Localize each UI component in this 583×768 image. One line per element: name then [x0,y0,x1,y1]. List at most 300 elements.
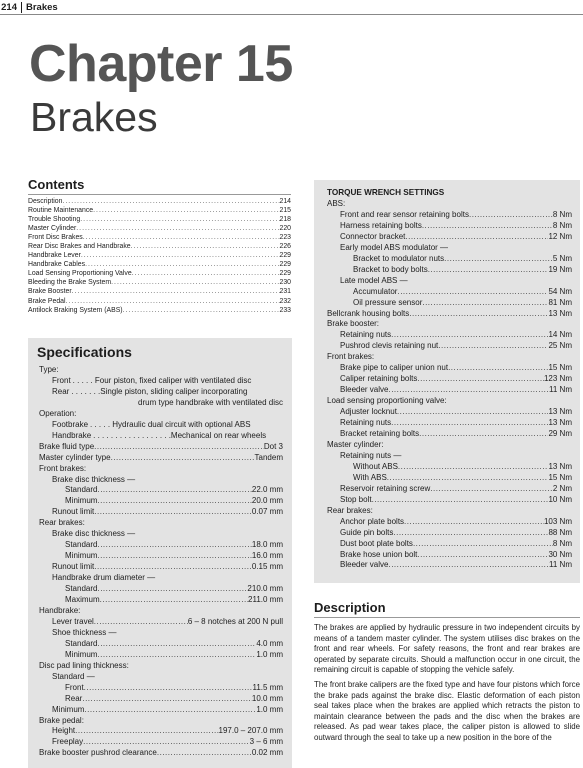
spec-label: Brake pipe to caliper union nut [340,363,449,373]
spec-line [39,485,283,496]
contents-item [28,197,291,206]
spec-label: Rear [65,693,83,703]
specifications-box [28,338,292,768]
dot-leader [417,550,548,561]
spec-label: Shoe thickness — [52,627,117,637]
spec-line [327,221,572,232]
spec-line [327,396,572,407]
spec-line [327,539,572,550]
spec-label: Early model ABS modulator — [340,242,449,252]
dot-leader [62,197,279,206]
contents-item-page: 229 [279,261,291,269]
contents-item [28,287,291,296]
dot-leader [438,341,548,352]
dot-leader [84,705,256,716]
spec-line [327,254,572,265]
spec-value: 8 Nm [552,538,572,548]
spec-value: 0.07 mm [251,507,283,517]
spec-line [327,528,572,539]
torque-settings-box [314,180,580,583]
spec-line [327,210,572,221]
contents-item-page: 226 [279,243,291,251]
dot-leader [430,484,553,495]
contents-item [28,269,291,278]
dot-leader [76,224,279,233]
contents-item-title: Trouble Shooting [28,216,81,224]
spec-line [39,540,283,551]
contents-item-page: 233 [279,306,291,314]
running-header [0,0,58,14]
spec-line [327,429,572,440]
spec-label: Rear brakes: [39,518,85,528]
dot-leader [97,639,256,650]
contents-item-title: Handbrake Lever [28,252,81,260]
spec-label: Retaining nuts — [340,450,402,460]
spec-label: Retaining nuts [340,418,392,428]
spec-line [327,550,572,561]
spec-value: 1.0 mm [256,704,283,714]
spec-label: Handbrake drum diameter — [52,573,156,583]
dot-leader [132,269,280,278]
spec-label: Standard [65,638,98,648]
spec-label: Minimum [65,649,98,659]
running-section-title: Brakes [26,1,58,13]
spec-line [327,276,572,287]
spec-label: Rear [52,386,70,396]
dot-leader [413,539,553,550]
spec-text: . . . . . . . . . . . . . . . . . .Mechanical on rear wheels [93,430,267,440]
spec-label: Brake pedal: [39,715,84,725]
contents-item [28,278,291,287]
spec-line [39,650,283,661]
spec-label: Lever travel [52,616,94,626]
spec-value: 10 Nm [548,494,572,504]
spec-line [327,298,572,309]
spec-label: Accumulator [353,286,398,296]
header-rule [0,14,583,15]
spec-line [327,385,572,396]
spec-text: . . . . . Four piston, fixed caliper with ventilated disc [72,375,252,385]
spec-value: 4.0 mm [256,638,283,648]
dot-leader [83,737,250,748]
spec-line [39,737,283,748]
spec-value: Dot 3 [263,441,283,451]
spec-label: ABS: [327,199,346,208]
spec-line [39,595,283,606]
dot-leader [444,254,553,265]
spec-value: 11 Nm [549,385,572,395]
contents-item-page: 220 [279,225,291,233]
spec-line [39,496,283,507]
spec-label: Bleeder valve [340,560,389,570]
contents-item-page: 232 [279,297,291,305]
dot-leader [393,528,548,539]
spec-value: 13 Nm [548,308,572,318]
spec-value: 16.0 mm [251,551,283,561]
spec-label: Rear brakes: [327,505,373,515]
spec-label: Footbrake [52,419,89,429]
spec-label: Adjuster locknut [340,407,397,417]
spec-line [39,398,283,409]
spec-label: Front and rear sensor retaining bolts [340,209,469,219]
contents-item-title: Load Sensing Proportioning Valve [28,270,132,278]
spec-value: 14 Nm [548,330,572,340]
dot-leader [397,407,549,418]
spec-line [39,376,283,387]
spec-line [327,352,572,363]
spec-line [327,243,572,254]
spec-line [39,507,283,518]
spec-line [39,387,283,398]
spec-label: Front [52,375,71,385]
spec-value: 15 Nm [548,363,572,373]
spec-line [39,694,283,705]
spec-line [39,551,283,562]
dot-leader [397,287,548,298]
spec-value: 211.0 mm [248,595,283,605]
contents-item [28,242,291,251]
contents-item [28,251,291,260]
spec-label: Bellcrank housing bolts [327,308,410,318]
spec-value: 81 Nm [548,297,572,307]
spec-line [39,661,283,672]
spec-line [39,529,283,540]
dot-leader [422,221,553,232]
spec-line [327,265,572,276]
spec-value: 103 Nm [543,516,572,526]
spec-label: Bleeder valve [340,385,389,395]
spec-label: Harness retaining bolts [340,220,422,230]
contents-heading: Contents [28,177,291,195]
spec-label: Brake hose union bolt [340,549,418,559]
spec-label: Guide pin bolts [340,527,394,537]
contents-item-title: Rear Disc Brakes and Handbrake [28,243,131,251]
spec-value: 88 Nm [548,527,572,537]
spec-value: 20.0 mm [251,496,283,506]
spec-label: Minimum [52,704,85,714]
spec-label: Oil pressure sensor [353,297,423,307]
contents-item [28,297,291,306]
dot-leader [97,496,251,507]
contents-item-page: 229 [279,270,291,278]
spec-value: 123 Nm [543,374,572,384]
spec-label: Height [52,726,76,736]
dot-leader [428,265,549,276]
contents-item-page: 214 [279,198,291,205]
contents-item-page: 223 [279,234,291,242]
spec-label: Without ABS [353,461,398,471]
dot-leader [72,287,280,296]
spec-label: Front brakes: [39,463,87,473]
spec-label: Standard [65,485,98,495]
torque-heading: TORQUE WRENCH SETTINGS [327,188,445,197]
specifications-heading: Specifications [37,344,132,360]
spec-label: Dust boot plate bolts [340,538,413,548]
spec-value: 6 – 8 notches at 200 N pull [187,616,283,626]
dot-leader [123,306,280,315]
dot-leader [387,473,549,484]
spec-value: 5 Nm [552,253,572,263]
contents-item-title: Antilock Braking System (ABS) [28,306,123,314]
spec-label: Master cylinder: [327,439,384,449]
spec-label: Front brakes: [327,352,375,362]
spec-label: Reservoir retaining screw [340,483,431,493]
dot-leader [94,562,252,573]
spec-value: 11.5 mm [252,682,283,692]
contents-item [28,206,291,215]
contents-item-page: 230 [279,279,291,287]
spec-value: 30 Nm [548,549,572,559]
spec-label: Bracket to body bolts [353,264,428,274]
spec-value: 18.0 mm [251,540,283,550]
spec-line [327,517,572,528]
spec-line [327,319,572,330]
page-number: 214 [0,2,22,13]
dot-leader [111,453,255,464]
spec-line [39,726,283,737]
dot-leader [391,418,548,429]
spec-line [327,462,572,473]
dot-leader [75,726,218,737]
dot-leader [405,232,548,243]
dot-leader [97,650,256,661]
dot-leader [419,429,548,440]
spec-label: Connector bracket [340,231,406,241]
dot-leader [417,374,544,385]
chapter-title: Brakes [30,94,158,140]
spec-value: 22.0 mm [251,485,283,495]
dot-leader [80,215,279,224]
spec-label: Brake disc thickness — [52,474,136,484]
spec-text: . . . . . Hydraulic dual circuit with optional ABS [90,419,251,429]
spec-value: 2 Nm [552,483,572,493]
contents-list [28,197,291,315]
spec-line [327,451,572,462]
spec-value: 12 Nm [548,231,572,241]
dot-leader [469,210,553,221]
spec-value: 0.02 mm [251,748,283,758]
contents-item-title: Routine Maintenance [28,207,94,215]
dot-leader [97,540,251,551]
spec-label: Standard [65,584,98,594]
spec-value: 13 Nm [548,461,572,471]
spec-value: 11 Nm [549,560,572,570]
spec-line [39,584,283,595]
dot-leader [388,560,549,571]
spec-label: Maximum [65,595,100,605]
dot-leader [82,694,252,705]
dot-leader [94,442,264,453]
spec-label: Minimum [65,551,98,561]
dot-leader [93,206,279,215]
spec-text: . . . . . . .Single piston, sliding caliper incorporating [71,386,248,396]
spec-line [327,418,572,429]
spec-line [39,628,283,639]
spec-label: Stop bolt [340,494,372,504]
contents-item [28,233,291,242]
dot-leader [94,507,252,518]
spec-line [327,374,572,385]
spec-label: Bracket to modulator nuts [353,253,445,263]
spec-value: 10.0 mm [251,693,283,703]
contents-item-title: Bleeding the Brake System [28,279,112,287]
spec-line [39,442,283,453]
spec-value: 3 – 6 mm [249,737,283,747]
description-paragraph: The brakes are applied by hydraulic pressure in two independent circuits by means of a tandem master cylinder. The system utilises disc brakes on the front and rear wheels. For safety reasons, the front and rear brakes are operated by separate circuits. Should a malfunction occur in one circuit, the remaining circuit is capable of stopping the vehicle safely. [314,623,580,675]
dot-leader [83,233,280,242]
spec-line [39,617,283,628]
spec-line [327,232,572,243]
spec-label: Disc pad lining thickness: [39,660,129,670]
spec-value: 210.0 mm [247,584,283,594]
spec-label: Operation: [39,408,77,418]
spec-value: 0.15 mm [251,562,283,572]
contents-item-page: 218 [279,216,291,224]
spec-label: Type: [39,365,59,374]
dot-leader [422,298,548,309]
contents-item [28,260,291,269]
spec-label: Anchor plate bolts [340,516,405,526]
spec-value: 54 Nm [548,286,572,296]
spec-line [39,475,283,486]
spec-label: Front [65,682,84,692]
spec-label: Handbrake: [39,605,81,615]
spec-label: Late model ABS — [340,275,408,285]
contents-item-page: 231 [279,288,291,296]
spec-line [39,453,283,464]
contents-item-title: Front Disc Brakes [28,234,83,242]
contents-item-title: Brake Booster [28,288,72,296]
spec-label: Master cylinder type [39,452,111,462]
spec-label: Freeplay [52,737,84,747]
contents-item [28,224,291,233]
spec-line [327,495,572,506]
spec-line [39,716,283,727]
dot-leader [131,242,280,251]
description-heading: Description [314,600,580,618]
spec-line [327,330,572,341]
spec-line [327,287,572,298]
dot-leader [94,617,188,628]
contents-item-title: Brake Pedal [28,297,66,305]
spec-value: Tandem [254,452,283,462]
spec-line [39,705,283,716]
spec-line [39,365,283,376]
spec-label: Brake booster pushrod clearance [39,748,157,758]
contents-item [28,306,291,315]
dot-leader [97,584,247,595]
contents-item [28,215,291,224]
dot-leader [157,748,252,759]
contents-item-title: Description [28,198,63,205]
contents-item-page: 215 [279,207,291,215]
spec-line [327,199,572,210]
spec-value: 25 Nm [548,341,572,351]
contents-item-page: 229 [279,252,291,260]
dot-leader [66,297,280,306]
spec-line [39,672,283,683]
contents-section [28,177,291,315]
spec-label: Minimum [65,496,98,506]
spec-line [327,506,572,517]
spec-label: Retaining nuts [340,330,392,340]
spec-label: Load sensing proportioning valve: [327,396,447,406]
spec-line [327,341,572,352]
spec-label: Pushrod clevis retaining nut [340,341,439,351]
description-paragraph: The front brake calipers are the fixed type and have four pistons which force the brake pads against the brake disc. Elastic deformation of each piston seal takes place when the brakes are applied which retracts the piston to maintain clearance between the pads and the disc when the brakes are released. As pad wear takes place, the caliper piston is allowed to slide outward through the seal to take up a new position in the bore of the [314,679,580,742]
dot-leader [81,251,280,260]
dot-leader [111,278,279,287]
dot-leader [84,683,253,694]
dot-leader [409,309,548,320]
spec-label: Brake disc thickness — [52,529,136,539]
spec-line [39,562,283,573]
dot-leader [388,385,549,396]
description-section [314,600,580,748]
spec-label: Runout limit [52,562,95,572]
spec-label: Bracket retaining bolts [340,429,420,439]
spec-label: Runout limit [52,507,95,517]
spec-label: Standard [65,540,98,550]
spec-line [39,683,283,694]
spec-value: 29 Nm [548,429,572,439]
dot-leader [404,517,544,528]
spec-line [39,464,283,475]
dot-leader [97,551,251,562]
spec-value: 8 Nm [552,220,572,230]
spec-line [327,473,572,484]
dot-leader [391,330,548,341]
spec-value: 8 Nm [552,209,572,219]
dot-leader [398,462,549,473]
dot-leader [372,495,549,506]
spec-text: drum type handbrake with ventilated disc [138,397,283,407]
spec-value: 13 Nm [548,418,572,428]
spec-value: 1.0 mm [256,649,283,659]
dot-leader [85,260,279,269]
spec-value: 13 Nm [548,407,572,417]
spec-value: 15 Nm [548,472,572,482]
contents-item-title: Master Cylinder [28,225,77,233]
spec-line [39,748,283,759]
spec-line [39,431,283,442]
spec-line [39,606,283,617]
spec-line [327,363,572,374]
torque-list [314,199,580,571]
spec-value: 19 Nm [548,264,572,274]
spec-label: Brake fluid type [39,441,95,451]
spec-line [39,639,283,650]
spec-label: With ABS [353,472,387,482]
spec-label: Brake booster: [327,319,380,329]
spec-line [39,409,283,420]
spec-value: 197.0 – 207.0 mm [218,726,283,736]
dot-leader [448,363,548,374]
spec-label: Caliper retaining bolts [340,374,418,384]
contents-item-title: Handbrake Cables [28,261,86,269]
spec-line [327,484,572,495]
spec-line [39,573,283,584]
spec-line [39,420,283,431]
spec-line [327,309,572,320]
spec-label: Handbrake [52,430,92,440]
dot-leader [100,595,248,606]
spec-line [327,407,572,418]
spec-line [327,440,572,451]
spec-label: Standard — [52,671,95,681]
spec-line [39,518,283,529]
spec-line [327,560,572,571]
